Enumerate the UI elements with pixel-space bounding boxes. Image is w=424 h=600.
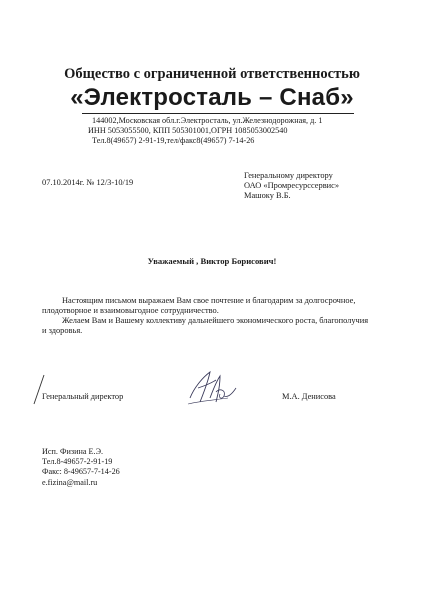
company-requisites: ИНН 5053055500, КПП 505301001,ОГРН 1085053002540 <box>88 126 288 135</box>
margin-mark <box>32 374 46 406</box>
body-line: и здоровья. <box>42 326 83 335</box>
handwritten-signature <box>180 368 240 410</box>
recipient-block <box>244 171 339 201</box>
recipient-company: ОАО «Промресурссервис» <box>244 181 340 190</box>
recipient-name: Машоку В.Б. <box>244 191 291 200</box>
letter-body <box>42 296 382 336</box>
executor-email: e.fizina@mail.ru <box>42 477 98 487</box>
recipient-position: Генеральному директору <box>244 171 333 180</box>
company-address: 144002,Московская обл.г.Электросталь, ул.Железнодорожная, д. 1 <box>92 116 323 125</box>
executor-fax: Факс: 8-49657-7-14-26 <box>42 467 120 477</box>
header-rule <box>82 113 354 114</box>
executor-contacts <box>42 447 120 488</box>
company-phones: Тел.8(49657) 2-91-19,тел/факс8(49657) 7-14-26 <box>92 136 255 145</box>
company-type: Общество с ограниченной ответственностью <box>64 66 360 82</box>
signature-title: Генеральный директор <box>42 392 124 401</box>
letter-date-number: 07.10.2014г. № 12/3-10/19 <box>42 178 134 187</box>
signature-name: М.А. Денисова <box>282 392 336 401</box>
greeting: Уважаемый , Виктор Борисович! <box>147 256 277 266</box>
executor-name: Исп. Физина Е.Э. <box>42 447 104 456</box>
body-line: Настоящим письмом выражаем Вам свое почтение и благодарим за долгосрочное, <box>62 296 356 305</box>
company-name: «Электросталь – Снаб» <box>70 84 354 111</box>
body-line: Желаем Вам и Вашему коллективу дальнейшего экономического роста, благополучия <box>62 316 369 325</box>
executor-phone: Тел.8-49657-2-91-19 <box>42 457 113 467</box>
body-line: плодотворное и взаимовыгодное сотрудничество. <box>42 306 219 315</box>
